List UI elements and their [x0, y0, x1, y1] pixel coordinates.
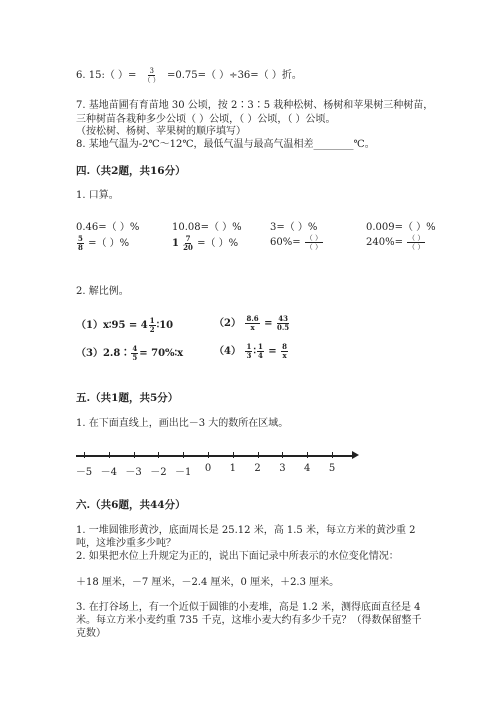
q7-line-3: （按松树、杨树、苹果树的顺序填写）	[76, 126, 246, 137]
number-line-label: －2	[150, 467, 167, 478]
oral-7-num: （ ）	[305, 234, 323, 242]
proportion-4	[214, 342, 289, 360]
p2-n2: 43	[278, 314, 288, 323]
number-line-label: 4	[304, 463, 311, 474]
section-4-title: 四.（共2题，共16分）	[76, 165, 186, 177]
p2-frac-2	[277, 315, 289, 332]
number-line-tick	[332, 452, 333, 458]
section-5-title: 五.（共1题，共5分）	[76, 392, 179, 404]
oral-calc-3: 3=（ ）%	[270, 222, 318, 233]
q7-line-1: 7. 基地苗圃有育苗地 30 公顷，按 2∶3∶5 栽种松树、杨树和苹果树三种树苗，	[76, 100, 434, 111]
s5-q1-label: 1. 在下面直线上，画出比－3 大的数所在区域。	[76, 418, 289, 429]
number-line-tick	[158, 452, 159, 458]
p2-d1: x	[250, 323, 255, 332]
q6-fraction	[144, 67, 160, 84]
p2-n1: 8.6	[246, 314, 259, 323]
number-line-tick	[134, 452, 135, 458]
p4-d2: 4	[257, 351, 263, 360]
p3-frac-num: 4	[132, 344, 138, 353]
q6-frac-num: 3	[149, 67, 154, 75]
q6-text-b: =0.75=（ ）÷36=（ ）折。	[166, 70, 302, 81]
oral-calc-6	[172, 234, 238, 252]
number-line[interactable]	[76, 455, 358, 485]
oral-5-num: 5	[78, 234, 83, 243]
s6-q2-line-2: ＋18 厘米，－7 厘米，－2.4 厘米，0 厘米，＋2.3 厘米。	[76, 577, 340, 588]
p4-d1: 3	[246, 351, 252, 360]
s6-q3-line-1: 3. 在打谷场上，有一个近似于圆锥的小麦堆，高是 1.2 米，测得底面直径是 4	[76, 602, 421, 613]
p1-eq: x∶95 = 4	[102, 320, 148, 331]
p2-eq: =	[264, 318, 273, 329]
s6-q3-line-3: 克数）	[76, 628, 106, 639]
oral-6-num: 7	[185, 234, 191, 243]
s6-q1-line-1: 1. 一堆圆锥形黄沙，底面周长是 25.12 米，高 1.5 米，每立方米的黄沙重 2	[76, 525, 416, 536]
p4-n2: 1	[257, 342, 263, 351]
oral-calc-2: 10.08=（ ）%	[172, 222, 242, 233]
number-line-tick	[208, 452, 209, 458]
p1-num-label: （1）	[76, 320, 103, 331]
s6-q1-line-2: 吨，这堆沙重多少吨？	[76, 538, 176, 549]
number-line-tick	[307, 452, 308, 458]
p4-mid: ∶	[253, 346, 256, 357]
number-line-label: －3	[125, 467, 142, 478]
number-line-label: 0	[204, 463, 212, 474]
p4-d3: x	[282, 351, 287, 360]
oral-6-frac	[183, 235, 193, 252]
p1-frac-num: 1	[149, 316, 155, 325]
oral-8-den: （ ）	[408, 243, 425, 251]
oral-8-frac	[407, 234, 425, 251]
p4-n1: 1	[246, 342, 252, 351]
proportion-2	[214, 314, 290, 332]
number-line-tick	[84, 452, 85, 458]
p3-frac-den: 5	[132, 353, 138, 362]
oral-5-frac	[77, 235, 84, 252]
p4-n3: 8	[282, 342, 288, 351]
oral-6-whole: 1	[172, 238, 179, 249]
oral-5-den: 8	[78, 243, 83, 252]
number-line-label: －4	[100, 467, 117, 478]
number-line-tick	[258, 452, 259, 458]
number-line-label: －1	[175, 467, 192, 478]
p1-frac-den: 2	[149, 325, 155, 334]
number-line-label: 1	[229, 463, 236, 474]
oral-calc-8	[366, 234, 426, 251]
s4-q2-label: 2. 解比例。	[76, 286, 129, 297]
q6-text-a: 6. 15:（ ）=	[76, 70, 137, 81]
oral-6-rest: =（ ）%	[197, 238, 239, 249]
q7-line-2: 三种树苗各栽种多少公顷（ ）公顷，（ ）公顷，（ ）公顷。	[76, 114, 336, 125]
number-line-tick	[233, 452, 234, 458]
p3-a: 2.8∶	[102, 348, 131, 359]
p4-eq: =	[268, 346, 277, 357]
proportion-1	[76, 316, 173, 334]
oral-7-den: （ ）	[305, 243, 323, 251]
arrow-right-icon	[352, 451, 359, 459]
p4-frac-1	[245, 343, 252, 360]
oral-calc-4: 0.009=（ ）%	[366, 222, 436, 233]
number-line-axis	[76, 455, 354, 457]
p2-frac-1	[245, 315, 259, 332]
p3-post: = 70%∶x	[139, 348, 184, 359]
oral-calc-1: 0.46=（ ）%	[76, 222, 140, 233]
number-line-tick	[282, 452, 283, 458]
q6-frac-den: （ ）	[143, 76, 160, 84]
oral-calc-5	[76, 234, 129, 252]
oral-calc-7	[270, 234, 324, 251]
p4-num-label: （4）	[214, 346, 241, 357]
p1-frac	[149, 317, 156, 334]
p2-d2: 0.5	[277, 323, 290, 332]
number-line-label: 3	[279, 463, 286, 474]
number-line-tick	[109, 452, 110, 458]
s6-q3-line-2: 米。每立方米小麦约重 735 千克，这堆小麦大约有多少千克？（得数保留整千	[76, 615, 422, 626]
question-6	[76, 66, 302, 84]
p1-post: ∶10	[156, 320, 174, 331]
p3-num-label: （3）	[76, 348, 103, 359]
proportion-3	[76, 344, 183, 362]
oral-6-den: 20	[183, 243, 193, 252]
oral-5-rest: =（ ）%	[88, 238, 130, 249]
oral-8-pre: 240%=	[366, 237, 403, 248]
oral-8-num: （ ）	[408, 234, 425, 242]
s4-q1-label: 1. 口算。	[76, 190, 119, 201]
oral-7-pre: 60%=	[270, 237, 301, 248]
s6-q2-line-1: 2. 如果把水位上升规定为正的，说出下面记录中所表示的水位变化情况：	[76, 551, 399, 562]
question-8: 8. 某地气温为-2℃～12℃，最低气温与最高气温相差________℃。	[76, 139, 375, 150]
section-6-title: 六.（共6题，共44分）	[76, 499, 186, 511]
number-line-tick	[183, 452, 184, 458]
number-line-label: 2	[254, 463, 261, 474]
oral-7-frac	[305, 234, 323, 251]
number-line-label: 5	[328, 463, 336, 474]
number-line-label: －5	[75, 467, 93, 478]
p3-frac	[131, 345, 138, 362]
p4-frac-3	[281, 343, 288, 360]
p2-num-label: （2）	[214, 318, 241, 329]
p4-frac-2	[257, 343, 264, 360]
